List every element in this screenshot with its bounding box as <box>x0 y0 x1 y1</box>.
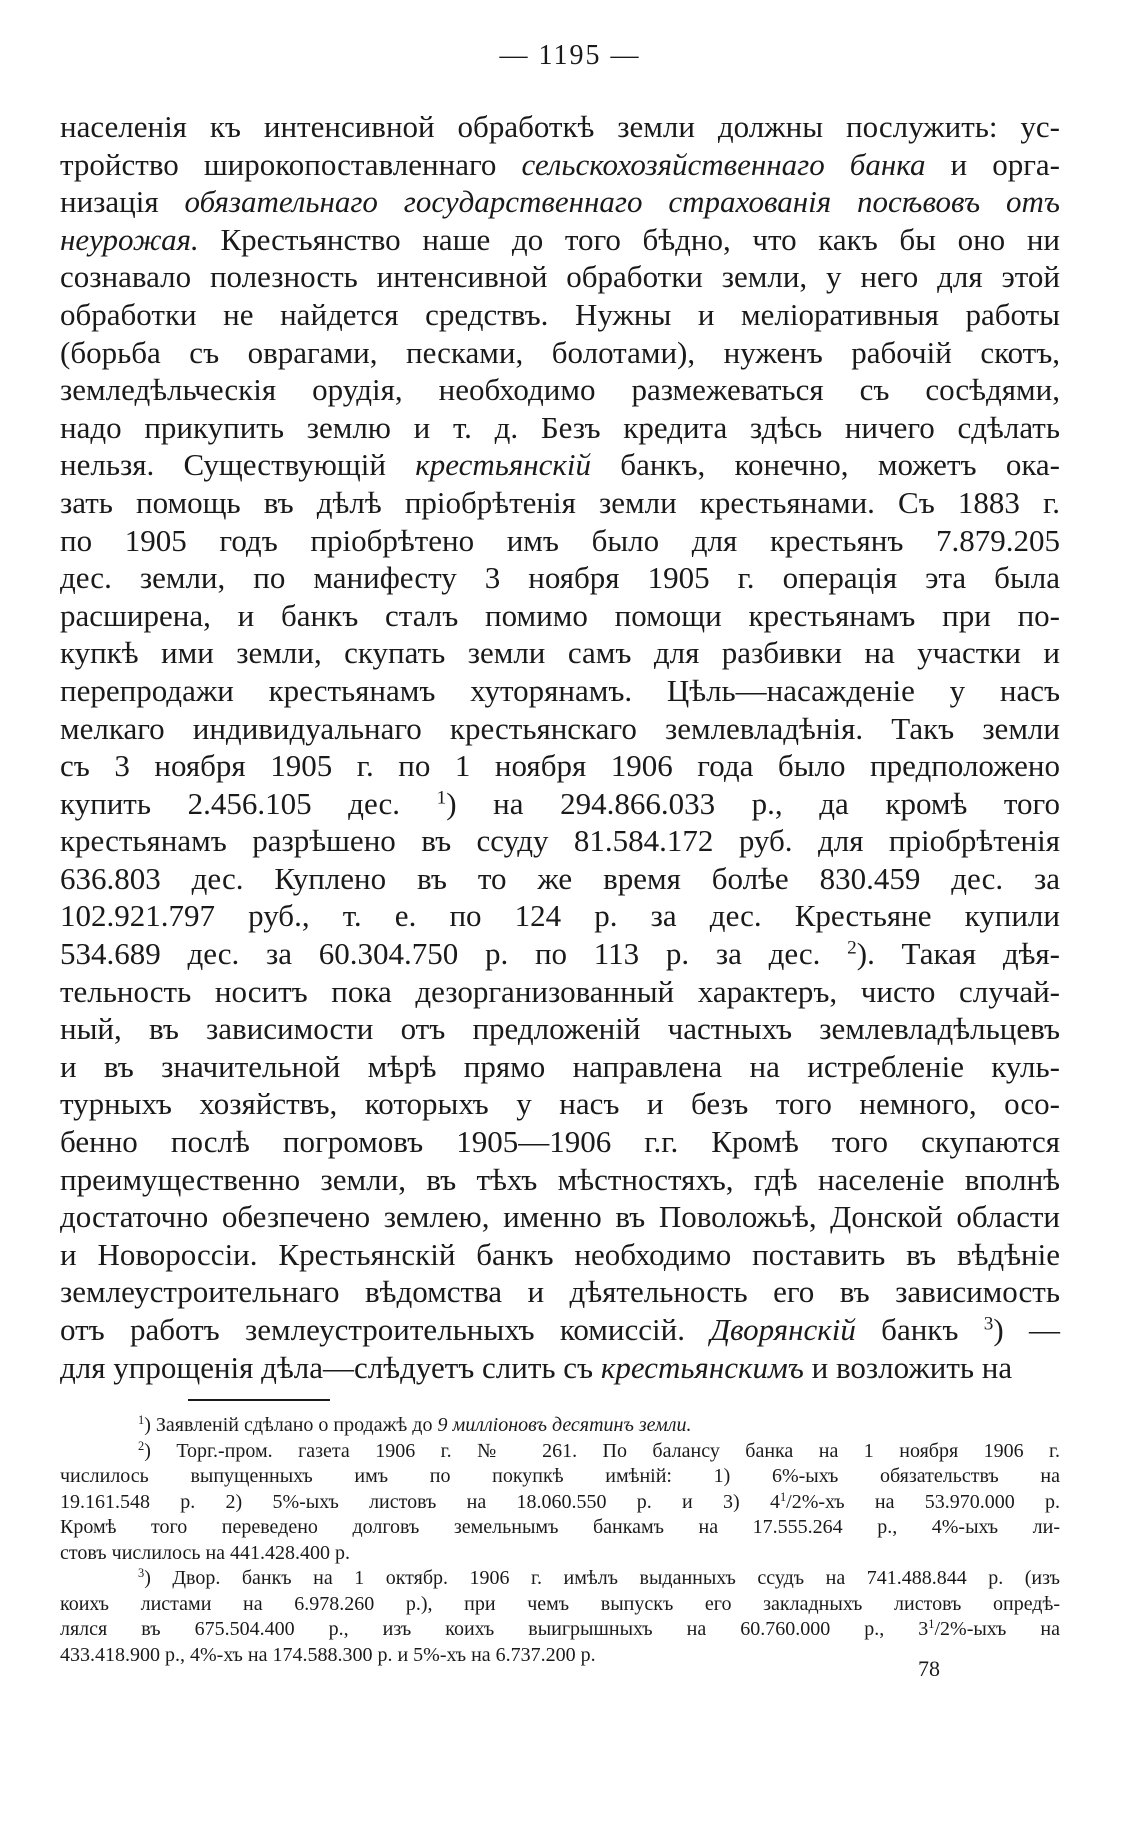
text-line <box>60 296 1060 334</box>
text-segment: (борьба съ оврагами, песками, болотами), нуженъ рабочій скотъ, <box>60 334 1060 370</box>
text-line <box>60 860 1060 898</box>
text-segment: 102.921.797 руб., т. е. по 124 р. за дес. Крестьяне купили <box>60 898 1060 934</box>
text-segment: стовъ числилось на 441.428.400 р. <box>60 1541 351 1564</box>
text-segment: ) на 294.866.033 р., да кромѣ того <box>446 785 1060 821</box>
text-segment: и въ значительной мѣрѣ прямо направлена на истребленіе куль- <box>60 1048 1060 1084</box>
text-line <box>60 1161 1060 1199</box>
signature-mark: 78 <box>918 1656 940 1681</box>
text-segment: надо прикупить землю и т. д. Безъ кредита здѣсь ничего сдѣлать <box>60 409 1060 445</box>
text-line <box>60 672 1060 710</box>
text-segment: крестьянамъ разрѣшено въ ссуду 81.584.172 руб. для пріобрѣтенія <box>60 823 1060 859</box>
text-line <box>60 597 1060 635</box>
text-line <box>60 146 1060 184</box>
footnote-line <box>60 1515 1060 1541</box>
italic-text: Дворянскій <box>710 1312 856 1347</box>
text-segment: /2%-ыхъ на <box>934 1618 1060 1640</box>
text-segment: купкѣ ими земли, скупать земли самъ для разбивки на участки и <box>60 635 1060 671</box>
text-segment: банкъ, конечно, можетъ ока- <box>591 447 1060 483</box>
text-segment: 636.803 дес. Куплено въ то же время болѣе 830.459 дес. за <box>60 860 1060 896</box>
text-line <box>60 334 1060 372</box>
text-line <box>60 559 1060 597</box>
text-segment: отъ работъ землеустроительныхъ комиссій. <box>60 1312 711 1347</box>
text-line <box>60 1010 1060 1048</box>
text-segment: тельность носитъ пока дезорганизованный характеръ, чисто случай- <box>60 973 1060 1009</box>
text-segment: преимущественно земли, въ тѣхъ мѣстностяхъ, гдѣ населеніе вполнѣ <box>60 1161 1060 1197</box>
text-line <box>60 973 1060 1011</box>
text-line <box>60 1085 1060 1123</box>
footnote-ref: 1 <box>779 1489 787 1504</box>
text-line <box>60 522 1060 560</box>
text-segment: землеустроительнаго вѣдомства и дѣятельность его въ зависимость <box>60 1274 1060 1310</box>
text-line <box>60 785 1060 823</box>
footnote-line <box>60 1541 1060 1567</box>
text-line <box>60 1198 1060 1236</box>
footnote-ref: 1 <box>436 787 447 809</box>
text-line <box>60 634 1060 672</box>
text-segment: съ 3 ноября 1905 г. по 1 ноября 1906 года было предположено <box>60 748 1060 784</box>
text-segment: ) Заявленій сдѣлано о продажѣ до <box>144 1414 438 1436</box>
text-segment: для упрощенія дѣла—слѣдуетъ слить съ <box>60 1349 601 1385</box>
italic-text: крестьянскимъ <box>600 1349 804 1385</box>
text-segment: зать помощь въ дѣлѣ пріобрѣтенія земли крестьянами. Съ 1883 г. <box>60 484 1060 520</box>
text-segment: 534.689 дес. за 60.304.750 р. по 113 р. за дес. <box>60 936 848 972</box>
body-text <box>60 108 1060 1386</box>
text-segment: и Новороссіи. Крестьянскій банкъ необходимо поставить въ вѣдѣніе <box>60 1236 1060 1272</box>
text-segment: ный, въ зависимости отъ предложеній частныхъ землевладѣльцевъ <box>60 1011 1060 1047</box>
text-segment: ) — <box>993 1312 1060 1347</box>
text-segment: ). Такая дѣя- <box>856 936 1061 972</box>
footnote-line <box>60 1413 1060 1439</box>
text-line <box>60 484 1060 522</box>
text-line <box>60 1349 1060 1387</box>
footnote-ref: 1 <box>138 1413 145 1428</box>
text-segment: Кромѣ того переведено долговъ земельнымъ банкамъ на 17.555.264 р., 4%-ыхъ ли- <box>60 1516 1060 1538</box>
text-segment: банкъ <box>855 1312 984 1347</box>
text-segment: низація <box>60 184 185 220</box>
text-segment: лялся въ 675.504.400 р., изъ коихъ выигрышныхъ на 60.760.000 р., 3 <box>60 1618 929 1640</box>
text-line <box>60 822 1060 860</box>
text-line <box>60 371 1060 409</box>
text-segment: земледѣльческія орудія, необходимо размежеваться съ сосѣдями, <box>60 372 1060 408</box>
text-line <box>60 1048 1060 1086</box>
text-line <box>60 258 1060 296</box>
text-segment: /2%-хъ на 53.970.000 р. <box>786 1490 1060 1513</box>
text-segment: бенно послѣ погромовъ 1905—1906 г.г. Кромѣ того скупаются <box>60 1124 1060 1160</box>
text-segment: расширена, и банкъ сталъ помимо помощи крестьянамъ при по- <box>60 597 1060 633</box>
text-segment: ) Двор. банкъ на 1 октябр. 1906 г. имѣлъ выданныхъ ссудъ на 741.488.844 р. (изъ <box>144 1567 1060 1589</box>
text-segment: обработки не найдется средствъ. Нужны и меліоративныя работы <box>60 296 1060 332</box>
text-segment: мелкаго индивидуальнаго крестьянскаго землевладѣнія. Такъ земли <box>60 710 1060 746</box>
text-line <box>60 108 1060 146</box>
text-segment: числилось выпущенныхъ имъ по покупкѣ имѣній: 1) 6%-ыхъ обязательствъ на <box>60 1465 1060 1487</box>
text-line <box>60 221 1060 259</box>
text-segment: нельзя. Существующій <box>60 447 416 483</box>
italic-text: сельскохозяйственнаго банка <box>521 146 926 182</box>
text-segment: турныхъ хозяйствъ, которыхъ у насъ и безъ того немного, осо- <box>60 1086 1060 1122</box>
text-segment: 19.161.548 р. 2) 5%-ыхъ листовъ на 18.060.550 р. и 3) 4 <box>60 1490 780 1513</box>
text-line <box>60 1311 1060 1349</box>
footnotes <box>60 1413 1060 1668</box>
text-segment: тройство широкопоставленнаго <box>60 146 522 182</box>
text-line <box>60 1273 1060 1311</box>
italic-text: обязательнаго государственнаго страхованія посѣвовъ отъ <box>184 184 1060 220</box>
text-segment: 433.418.900 р., 4%-хъ на 174.588.300 р. и 5%-хъ на 6.737.200 р. <box>60 1643 596 1666</box>
footnote-line <box>60 1566 1060 1592</box>
footnote-line <box>60 1643 1060 1669</box>
text-segment: Крестьянство наше до того бѣдно, что какъ бы оно ни <box>198 221 1060 257</box>
text-line <box>60 1123 1060 1161</box>
text-line <box>60 710 1060 748</box>
footnote-ref: 3 <box>983 1313 994 1335</box>
footnote-line <box>60 1617 1060 1643</box>
text-segment: купить 2.456.105 дес. <box>60 785 437 821</box>
text-segment: достаточно обезпечено землею, именно въ Поволожьѣ, Донской области <box>60 1199 1060 1235</box>
footnote-line <box>60 1439 1060 1465</box>
italic-text: крестьянскій <box>415 447 591 483</box>
text-line <box>60 183 1060 221</box>
text-line <box>60 747 1060 785</box>
text-segment: и орга- <box>925 146 1061 182</box>
text-line <box>60 1236 1060 1274</box>
text-line <box>60 935 1060 973</box>
footnote-ref: 1 <box>928 1617 935 1632</box>
text-segment: перепродажи крестьянамъ хуторянамъ. Цѣль—насажденіе у насъ <box>60 672 1060 708</box>
footnote-line <box>60 1490 1060 1516</box>
text-segment: по 1905 годъ пріобрѣтено имъ было для крестьянъ 7.879.205 <box>60 522 1060 558</box>
text-segment: ) Торг.-пром. газета 1906 г. № 261. По балансу банка на 1 ноября 1906 г. <box>144 1439 1060 1462</box>
footnote-line <box>60 1592 1060 1618</box>
text-line <box>60 446 1060 484</box>
text-line <box>60 897 1060 935</box>
italic-text: неурожая. <box>60 221 199 257</box>
footnote-divider <box>188 1399 330 1401</box>
italic-text: 9 милліоновъ десятинъ земли. <box>437 1414 692 1436</box>
footnote-line <box>60 1464 1060 1490</box>
text-line <box>60 409 1060 447</box>
text-segment: сознавало полезность интенсивной обработки земли, у него для этой <box>60 259 1060 295</box>
text-segment: населенія къ интенсивной обработкѣ земли должны послужить: ус- <box>60 109 1060 144</box>
footnote-ref: 2 <box>847 937 857 959</box>
footnote-ref: 2 <box>138 1438 145 1453</box>
text-segment: дес. земли, по манифесту 3 ноября 1905 г. операція эта была <box>60 560 1060 596</box>
footnote-ref: 3 <box>138 1566 145 1581</box>
page-number: — 1195 — <box>499 40 641 71</box>
text-segment: и возложить на <box>803 1349 1013 1385</box>
text-segment: коихъ листами на 6.978.260 р.), при чемъ выпускъ его закладныхъ листовъ опредѣ- <box>60 1592 1060 1615</box>
